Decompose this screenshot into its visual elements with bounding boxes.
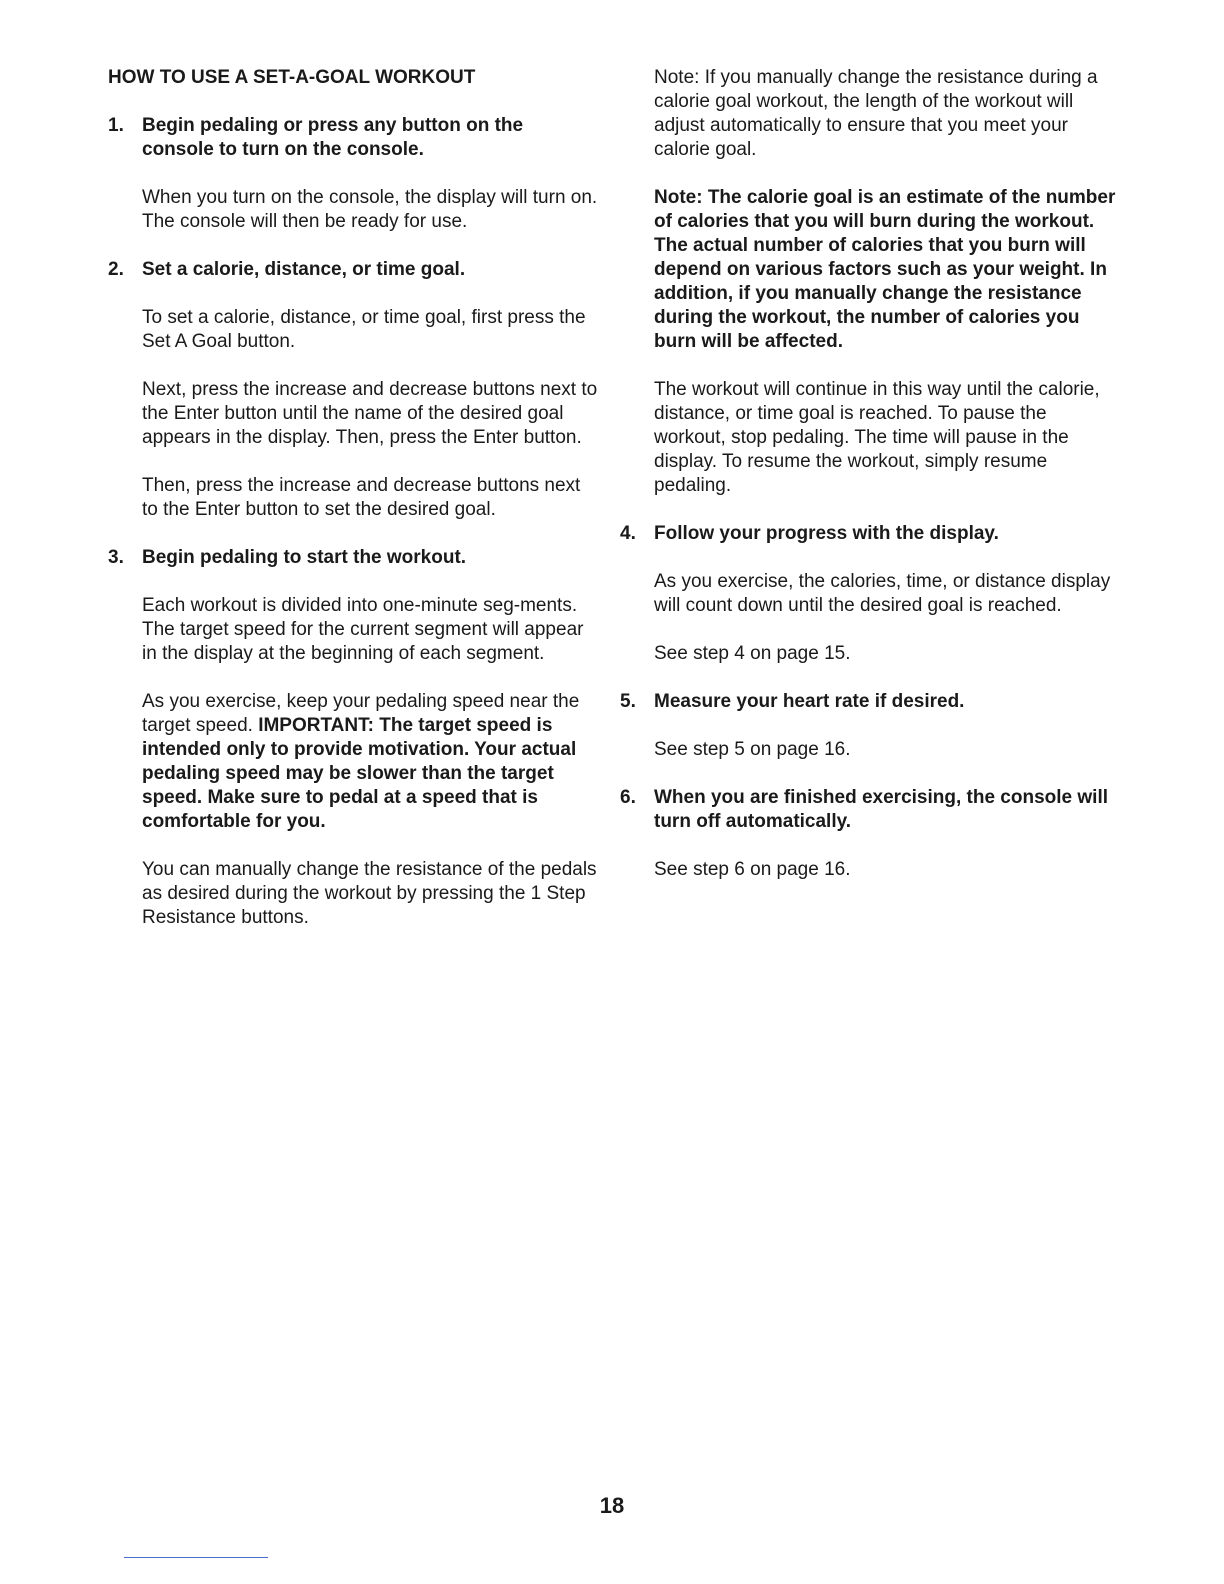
step-number: 2. xyxy=(108,259,124,280)
step-heading: Begin pedaling to start the workout. xyxy=(142,547,467,568)
step-1 xyxy=(108,114,598,234)
step-number: 6. xyxy=(620,787,636,808)
step-5 xyxy=(620,690,1120,762)
step-heading: Set a calorie, distance, or time goal. xyxy=(142,259,466,280)
step-paragraph: See step 5 on page 16. xyxy=(654,739,851,760)
step-paragraph: When you turn on the console, the display will turn on. The console will then be ready for use. xyxy=(142,187,598,232)
step-paragraph-important xyxy=(142,690,598,834)
step-6 xyxy=(620,786,1120,882)
step-number: 3. xyxy=(108,547,124,568)
step-heading: Measure your heart rate if desired. xyxy=(654,691,965,712)
step-heading: Begin pedaling or press any button on the console to turn on the console. xyxy=(142,115,524,160)
step-paragraph: See step 6 on page 16. xyxy=(654,859,851,880)
page-number: 18 xyxy=(599,1493,625,1518)
section-title: HOW TO USE A SET-A-GOAL WORKOUT xyxy=(108,67,476,88)
note-bold-paragraph: Note: The calorie goal is an estimate of the number of calories that you will burn during the workout. The actual number of calories that you burn will depend on various factors such as your weight. In addition, if you manually change the resistance during the workout, the number of calories you burn will be affected. xyxy=(654,187,1116,352)
footer-rule xyxy=(124,1557,268,1558)
step-paragraph: You can manually change the resistance of the pedals as desired during the workout by pressing the 1 Step Resistance buttons. xyxy=(142,859,597,928)
step-heading: Follow your progress with the display. xyxy=(654,523,999,544)
note-paragraph: Note: If you manually change the resistance during a calorie goal workout, the length of the workout will adjust automatically to ensure that you meet your calorie goal. xyxy=(654,67,1098,160)
step-paragraph: Next, press the increase and decrease buttons next to the Enter button until the name of the desired goal appears in the display. Then, press the Enter button. xyxy=(142,379,598,448)
step-4 xyxy=(620,522,1120,666)
right-column xyxy=(620,66,1120,906)
step-number: 1. xyxy=(108,115,124,136)
step-3 xyxy=(108,546,598,930)
step-paragraph: Then, press the increase and decrease buttons next to the Enter button to set the desired goal. xyxy=(142,475,581,520)
step-number: 4. xyxy=(620,523,636,544)
step-number: 5. xyxy=(620,691,636,712)
step-2 xyxy=(108,258,598,522)
continue-paragraph: The workout will continue in this way until the calorie, distance, or time goal is reached. To pause the workout, stop pedaling. The time will pause in the display. To resume the workout, simply resume pedaling. xyxy=(654,379,1100,496)
left-column xyxy=(108,66,598,954)
plain-text: As you exercise, keep your pedaling speed near the target speed. xyxy=(142,691,580,736)
step-heading: When you are finished exercising, the console will turn off automatically. xyxy=(654,787,1108,832)
important-text: IMPORTANT: The target speed is intended only to provide motivation. Your actual pedaling speed may be slower than the target speed. Make sure to pedal at a speed that is comfortable for you. xyxy=(142,715,577,832)
step-paragraph: See step 4 on page 15. xyxy=(654,643,851,664)
step-paragraph: To set a calorie, distance, or time goal, first press the Set A Goal button. xyxy=(142,307,586,352)
step-paragraph: Each workout is divided into one-minute seg-ments. The target speed for the current segment will appear in the display at the beginning of each segment. xyxy=(142,595,584,664)
step-paragraph: As you exercise, the calories, time, or distance display will count down until the desired goal is reached. xyxy=(654,571,1111,616)
